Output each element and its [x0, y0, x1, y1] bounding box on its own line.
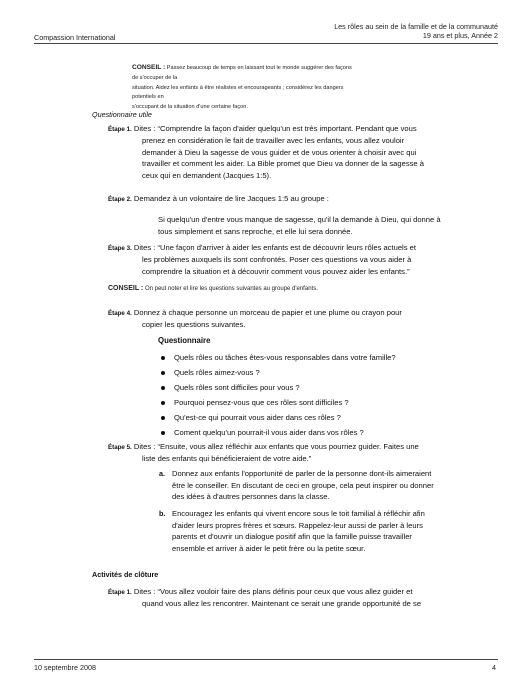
etape-2-text: Demandez à un volontaire de lire Jacques 1:5 au groupe : [133, 194, 329, 203]
etape-3-cont [142, 254, 522, 277]
item-b-line: Encouragez les enfants qui vivent encore sous le toit familial à réfléchir afin [172, 509, 425, 518]
conseil-text1: Passez beaucoup de temps en laissant tout le monde suggérer des façons de s'occuper de la [132, 65, 352, 81]
conseil-line3: s'occupant de la situation d'une certaine façon. [132, 104, 248, 111]
item-b-line: parents et d'ouvrir un dialogue positif afin que la famille puisse travailler [172, 532, 412, 542]
closing-etape-1 [108, 586, 508, 599]
list-item: Quels rôles aimez-vous ? [174, 365, 514, 380]
etape-1 [108, 123, 508, 136]
list-item: Quels rôles ou tâches êtes-vous responsables dans votre famille? [174, 350, 514, 365]
etape-1-line: travailler et comment les aider. La Bible promet que Dieu va donner de la sagesse à [142, 159, 424, 169]
etape-3-line: les problèmes auxquels ils sont confrontés. Poser ces questions va vous aider à [142, 255, 412, 264]
etape-3-line: comprendre la situation et à découvrir comment vous pouvez aider les enfants.” [142, 266, 410, 276]
etape-3-number: Étape 3. [108, 245, 132, 252]
etape-1-number: Étape 1. [108, 126, 132, 133]
etape-5-cont: liste des enfants qui bénéficieraient de votre aide.” [142, 454, 312, 463]
etape-5-item-b [159, 508, 512, 554]
item-b-line: d'aider leurs propres frères et sœurs. Rappelez-leur aussi de parler à leurs [172, 520, 423, 530]
header-divider [34, 43, 498, 44]
footer-divider [34, 659, 498, 660]
etape-1-line: ceux qui en demandent (Jacques 1:5). [142, 170, 272, 180]
item-a-line: être le conseiller. En discutant de ceci en groupe, cela peut inspirer ou donner [172, 480, 434, 490]
conseil-2-label: CONSEIL : [108, 285, 144, 292]
closing-etape-1-number: Étape 1. [108, 589, 132, 596]
footer-date: 10 septembre 2008 [34, 663, 96, 672]
etape-3-line: Dites : “Une façon d'arriver à aider les enfants est de découvrir leurs rôles actuels et [133, 243, 416, 252]
item-b-letter: b. [159, 509, 166, 518]
header-title-line2: 19 ans et plus, Année 2 [422, 31, 498, 40]
etape-1-line: demander à Dieu la sagesse de vous guider et de vous orienter à choisir avec qui [142, 147, 417, 157]
etape-4-line: Donnez à chaque personne un morceau de papier et une plume ou crayon pour [133, 308, 402, 317]
section-closing: Activités de clôture [92, 570, 159, 579]
etape-5-item-a [159, 468, 512, 503]
etape-1-cont [142, 135, 522, 181]
etape-2-quote [158, 214, 518, 237]
section-questionnaire-utile: Questionnaire utile [92, 110, 152, 119]
quote-line: Si quelqu'un d'entre vous manque de sagesse, qu'il la demande à Dieu, qui donne à [158, 215, 441, 224]
etape-5-line: Dites : “Ensuite, vous allez réfléchir aux enfants que vous pourriez guider. Faites une [133, 442, 419, 451]
header-title [334, 22, 498, 40]
item-a-letter: a. [159, 469, 165, 478]
list-item: Pourquoi pensez-vous que ces rôles sont difficiles ? [174, 395, 514, 410]
conseil-2-text: On peut noter et lire les questions suivantes au groupe d'enfants. [144, 286, 318, 292]
conseil-box [132, 63, 352, 113]
footer-page-number: 4 [492, 663, 496, 672]
list-item: Quels rôles sont difficiles pour vous ? [174, 380, 514, 395]
etape-5 [108, 441, 508, 454]
etape-4-cont: copier les questions suivantes. [142, 320, 246, 329]
etape-4-number: Étape 4. [108, 310, 132, 317]
questionnaire-list [174, 350, 514, 441]
etape-2-number: Étape 2. [108, 196, 132, 203]
closing-etape-1-cont: quand vous allez les rencontrer. Maintenant ce serait une grande opportunité de se [142, 599, 422, 608]
conseil-2 [108, 285, 318, 292]
header-title-line1: Les rôles au sein de la famille et de la communauté [334, 22, 498, 31]
etape-1-line: prenez en considération le fait de travailler avec les enfants, vous allez vouloir [142, 136, 405, 145]
closing-etape-1-line: Dites : “Vous allez vouloir faire des plans définis pour ceux que vous allez guider et [133, 587, 413, 596]
item-a-line: des idées à d'autres personnes dans la classe. [172, 492, 330, 502]
item-a-line: Donnez aux enfants l'opportunité de parler de la personne dont-ils aimeraient [172, 469, 432, 478]
etape-2 [108, 193, 508, 206]
quote-line: tous simplement et sans reproche, et elle lui sera donnée. [158, 226, 353, 236]
conseil-line2: situation. Aidez les enfants à être réalistes et encourageants ; considérez les dangers potentiels en [132, 84, 344, 101]
etape-1-line: Dites : “Comprendre la façon d'aider quelqu'un est très important. Pendant que vous [133, 124, 417, 133]
header-org: Compassion International [34, 33, 116, 42]
item-b-line: ensemble et arriver à aider le petit frère ou la petite sœur. [172, 543, 366, 553]
etape-5-number: Étape 5. [108, 444, 132, 451]
etape-3 [108, 242, 508, 255]
conseil-line1 [132, 63, 352, 84]
questionnaire-heading: Questionnaire [158, 336, 211, 345]
conseil-label: CONSEIL : [132, 64, 166, 71]
list-item: Qu'est-ce qui pourrait vous aider dans ces rôles ? [174, 410, 514, 425]
etape-4 [108, 307, 508, 320]
list-item: Coment quelqu'un pourrait-il vous aider dans vos rôles ? [174, 425, 514, 440]
